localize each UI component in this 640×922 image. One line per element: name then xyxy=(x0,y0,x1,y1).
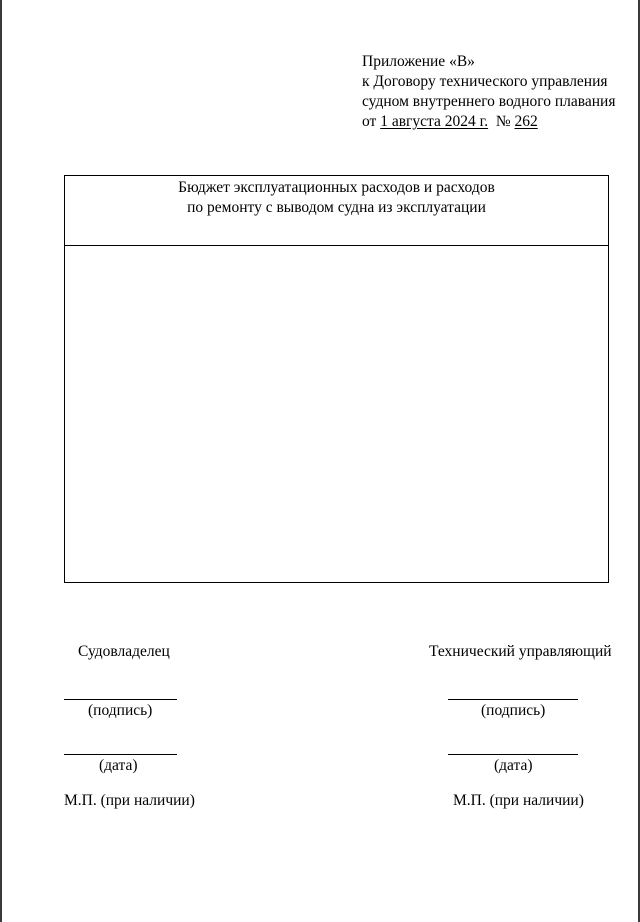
contract-reference: к Договору технического управления xyxy=(362,73,608,90)
shipowner-stamp-label: М.П. (при наличии) xyxy=(64,792,195,809)
shipowner-date-caption: (дата) xyxy=(99,757,138,774)
appendix-header xyxy=(362,52,632,132)
manager-signature-caption: (подпись) xyxy=(481,702,546,719)
contract-number: 262 xyxy=(514,113,538,130)
manager-stamp-label: М.П. (при наличии) xyxy=(453,792,584,809)
manager-date-line xyxy=(448,754,578,755)
contract-date: 1 августа 2024 г. xyxy=(380,113,489,130)
budget-title-line1: Бюджет эксплуатационных расходов и расходов xyxy=(178,179,495,196)
manager-date-caption: (дата) xyxy=(494,757,533,774)
contract-date-number xyxy=(362,112,632,132)
budget-table xyxy=(64,175,609,583)
page-edge-left xyxy=(0,0,2,922)
contract-subject: судном внутреннего водного плавания xyxy=(362,93,616,110)
budget-title xyxy=(65,178,608,218)
shipowner-date-line xyxy=(64,754,177,755)
technical-manager-label: Технический управляющий xyxy=(429,643,612,660)
date-prefix: от xyxy=(362,113,381,130)
budget-body xyxy=(65,247,608,582)
shipowner-signature-caption: (подпись) xyxy=(88,702,153,719)
shipowner-label: Судовладелец xyxy=(78,643,170,660)
budget-title-line2: по ремонту с выводом судна из эксплуатации xyxy=(187,199,486,216)
number-prefix: № xyxy=(488,113,515,130)
manager-signature-line xyxy=(448,699,578,700)
shipowner-signature-line xyxy=(64,699,177,700)
budget-divider xyxy=(65,245,608,246)
appendix-title: Приложение «В» xyxy=(362,53,475,70)
